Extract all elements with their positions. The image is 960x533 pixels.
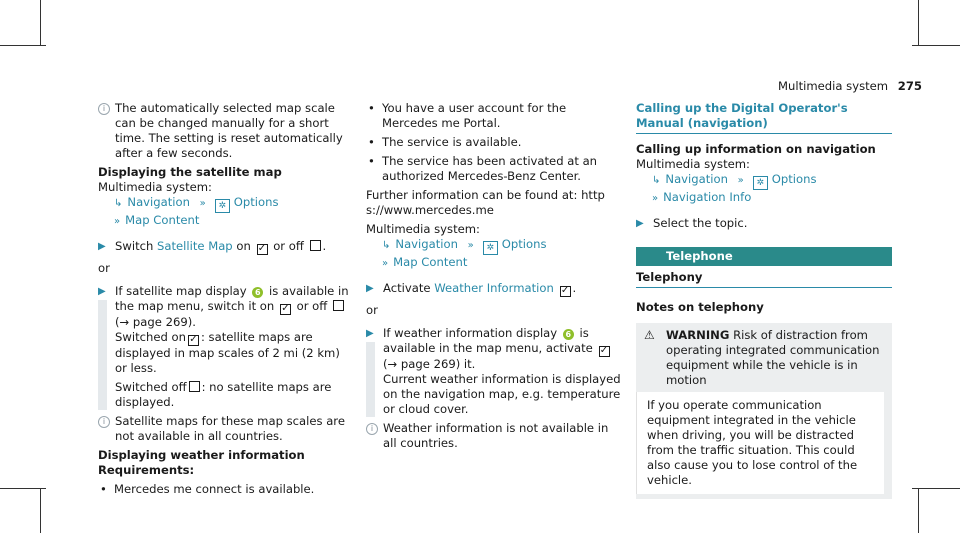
warning-triangle-icon: ⚠ [644,328,655,342]
step-text: on [236,239,251,253]
menu-path [366,255,622,271]
chapter-title: Calling up the Digital Operator's Manual (navigation) [636,101,892,134]
gear-icon: ✲ [483,241,498,255]
step-text: Switched on ✓ : satellite maps are displayed in map scales of 2 mi (2 km) or less. [115,330,340,375]
section-heading: Notes on telephony [636,300,764,314]
or-separator: or [366,303,378,317]
step-text: Current weather information is displayed on the navigation map, e.g. temperature or cloud cover. [383,372,621,416]
callout-number: 6 [252,287,263,298]
info-icon: i [98,103,110,115]
path-navigation: Navigation [395,237,458,251]
info-note [98,414,352,444]
path-options: Options [771,172,817,186]
menu-system-label: Multimedia system: [636,157,750,171]
path-options: Options [501,237,547,251]
action-arrow-icon: ▶ [98,241,106,252]
crop-mark [0,45,46,46]
menu-path [366,237,622,255]
setting-weather-information: Weather Information [434,281,554,295]
path-map-content: Map Content [125,213,200,227]
section-heading: Calling up information on navigation [636,142,876,156]
step-text: If satellite map display 6 is available in the map menu, switch it on ✓ or off (→ page 269). [115,284,349,329]
menu-system-label: Multimedia system: [98,180,212,194]
list-item: • The service has been activated at an authorized Mercedes-Benz Center. [366,154,622,184]
chapter-banner: Telephone [636,247,892,266]
column-right [636,101,892,499]
note-text: The automatically selected map scale can be changed manually for a short time. The setting is reset automatically after a few seconds. [115,101,343,160]
crop-mark [40,488,41,533]
info-icon: i [366,423,378,435]
section-title: Multimedia system [778,79,889,93]
crop-mark [0,488,46,489]
double-chevron-icon: » [199,198,206,209]
action-step: ▶ Activate Weather Information ✓ . [366,281,577,296]
note-text: Satellite maps for these map scales are not available in all countries. [115,414,345,443]
menu-system-label: Multimedia system: [366,222,480,236]
or-separator: or [98,261,110,275]
info-note [366,421,622,451]
path-navigation-info: Navigation Info [663,190,752,204]
warning-header [636,328,884,388]
step-text: Activate [383,281,431,295]
crop-mark [912,488,960,489]
column-left [98,101,352,497]
checkbox-on-icon: ✓ [281,303,290,314]
path-map-content: Map Content [393,255,468,269]
checkbox-on-icon: ✓ [560,285,570,296]
crop-mark [918,488,919,533]
crop-mark [918,0,919,46]
step-text: Switch [115,239,154,253]
checkbox-on-icon: ✓ [257,243,267,254]
requirements-label: Requirements: [98,463,195,477]
arrow-return-icon: ↳ [114,198,123,209]
further-info: Further information can be found at: https://www.mercedes.me [366,188,605,217]
section-heading: Displaying the satellite map [98,165,282,179]
section-heading: Displaying weather information [98,448,305,462]
double-chevron-icon: » [467,240,474,251]
crop-mark [40,0,41,46]
double-chevron-icon: » [737,175,744,186]
double-chevron-icon: » [382,258,389,269]
callout-number: 6 [563,329,574,340]
action-arrow-icon: ▶ [366,328,374,339]
action-step [98,284,352,410]
subchapter-title: Telephony [636,270,892,288]
arrow-return-icon: ↳ [382,240,391,251]
gear-icon: ✲ [753,176,768,190]
double-chevron-icon: » [652,193,659,204]
path-options: Options [233,195,279,209]
info-note [98,101,352,161]
menu-path [98,195,352,213]
checkbox-off-icon [333,300,344,311]
note-text: Weather information is not available in all countries. [383,421,609,450]
double-chevron-icon: » [114,216,121,227]
arrow-return-icon: ↳ [652,175,661,186]
column-middle [366,101,622,455]
checkbox-on-icon: ✓ [599,345,609,356]
crop-mark [912,45,960,46]
checkbox-on-icon: ✓ [189,334,198,345]
menu-path [636,172,892,190]
step-text: or off [273,239,304,253]
page-header [778,79,922,94]
checkbox-off-icon [310,240,321,251]
step-bar [98,300,107,410]
gear-icon: ✲ [215,199,230,213]
step-text: Select the topic. [653,216,748,230]
menu-path [636,190,892,206]
setting-satellite-map: Satellite Map [157,239,233,253]
action-step [636,216,892,231]
step-text: Switched off : no satellite maps are displayed. [115,380,332,409]
action-step: ▶ Switch Satellite Map on ✓ or off . [98,239,327,254]
checkbox-off-icon [189,381,200,392]
action-step [366,326,622,417]
info-icon: i [98,416,110,428]
list-item: • The service is available. [366,135,622,150]
path-navigation: Navigation [665,172,728,186]
warning-body: If you operate communication equipment integrated in the vehicle when driving, you will be distracted from the traffic situation. This could also cause you to lose control of the vehicle. [636,392,884,494]
menu-path [98,213,352,229]
path-navigation: Navigation [127,195,190,209]
warning-box [636,323,892,499]
list-item: • You have a user account for the Mercedes me Portal. [366,101,622,131]
step-text: If weather information display 6 is available in the map menu, activate ✓ (→ page 269) it. [383,326,609,371]
step-bar [366,342,375,417]
action-arrow-icon: ▶ [98,286,106,297]
action-arrow-icon: ▶ [366,283,374,294]
list-item: • Mercedes me connect is available. [98,482,352,497]
page-number: 275 [897,79,922,93]
warning-heading: Risk of distraction from operating integrated communication equipment while the vehicle is in motion [666,328,880,387]
warning-label: WARNING [666,328,730,342]
action-arrow-icon: ▶ [636,218,644,229]
